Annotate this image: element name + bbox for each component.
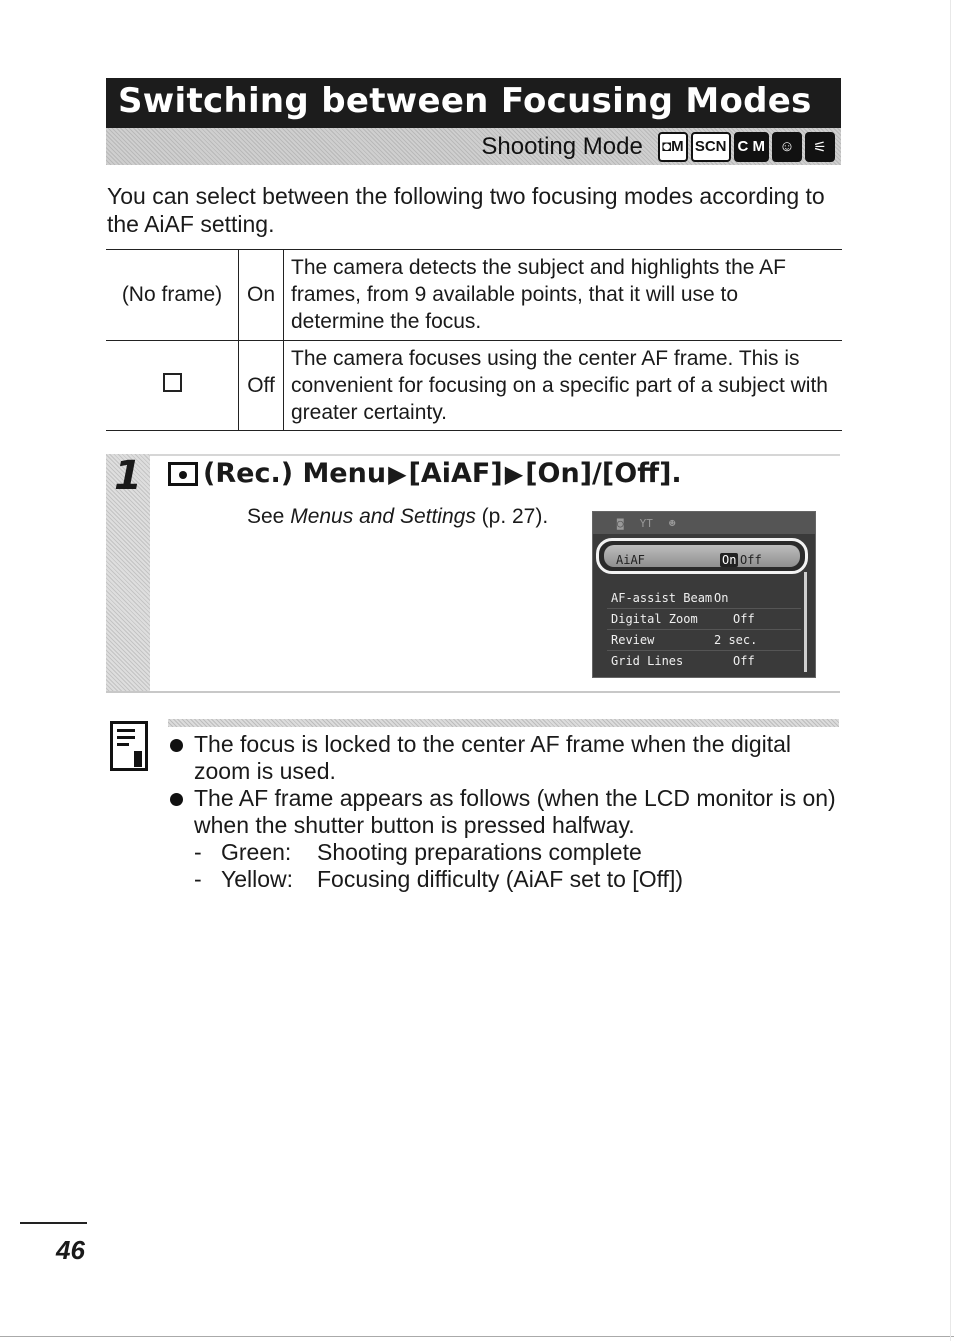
lcd-aiaf-off: Off [740, 553, 762, 567]
camera-m-icon: ◘M [658, 132, 688, 162]
camera-tab-icon: ◙ [617, 516, 624, 530]
tools-tab-icon: ΥT [639, 516, 653, 530]
divider [150, 454, 840, 456]
square-frame-icon [163, 373, 182, 392]
lcd-menu-row [611, 652, 797, 670]
list-item: The focus is locked to the center AF frame when the digital zoom is used. [168, 731, 848, 785]
divider [20, 1222, 87, 1224]
step-menu-text: (Rec.) Menu [203, 458, 387, 489]
lcd-menu-row [611, 589, 797, 607]
memo-icon [110, 721, 148, 771]
shooting-mode-label: Shooting Mode [481, 132, 643, 160]
divider [0, 1336, 954, 1337]
lcd-row-label: AF-assist Beam [611, 591, 713, 605]
dash: - [194, 839, 202, 865]
lcd-aiaf-on: On [722, 553, 737, 567]
page-number: 46 [56, 1235, 85, 1265]
lcd-menu-tabs [593, 512, 815, 534]
aiaf-cell: On [239, 250, 284, 341]
shooting-mode-bar [106, 128, 841, 165]
lcd-row-value: On [714, 591, 729, 605]
page-title: Switching between Focusing Modes [106, 78, 841, 128]
lcd-menu-row [611, 631, 797, 649]
color-meaning: Shooting preparations complete [317, 839, 642, 865]
step-onoff-text: [On]/[Off]. [525, 458, 682, 489]
frame-cell [106, 341, 239, 431]
step-aiaf-text: [AiAF] [408, 458, 503, 489]
scn-icon: SCN [691, 132, 731, 162]
lcd-row-label: Review [611, 633, 655, 647]
list-item: The AF frame appears as follows (when the LCD monitor is on) when the shutter button is pressed halfway. [168, 785, 848, 839]
rec-menu-icon [168, 462, 198, 486]
intro-text: You can select between the following two focusing modes according to the AiAF setting. [107, 183, 825, 237]
lcd-row-label: Grid Lines [611, 654, 684, 668]
lcd-row-value: Off [733, 654, 755, 668]
lcd-row-value: 2 sec. [714, 633, 758, 647]
lcd-row-label: Digital Zoom [611, 612, 698, 626]
lcd-aiaf-selection [596, 538, 808, 574]
divider [607, 608, 801, 609]
note-band [168, 719, 839, 727]
step-number: 1 [114, 453, 142, 499]
divider [950, 0, 951, 1341]
dash: - [194, 866, 202, 892]
face-icon: ☺ [772, 132, 802, 162]
see-suffix: (p. 27). [475, 505, 549, 528]
stitch-assist-icon: ⚟ [805, 132, 835, 162]
color-key: Green: [221, 839, 292, 865]
lcd-menu-screenshot [592, 511, 816, 678]
focus-mode-table [106, 249, 842, 431]
table-row [106, 341, 842, 431]
note-list [168, 731, 848, 893]
lcd-aiaf-label: AiAF [616, 553, 645, 567]
arrow-right-icon: ▶ [388, 459, 407, 488]
color-meaning: Focusing difficulty (AiAF set to [Off]) [317, 866, 684, 892]
see-reference [247, 505, 548, 529]
lcd-aiaf-row [604, 545, 800, 567]
settings-tab-icon: ☻ [668, 516, 676, 530]
list-item [168, 866, 848, 893]
lcd-scrollbar [804, 572, 807, 672]
divider [607, 629, 801, 630]
step-title [168, 458, 682, 489]
description-cell: The camera detects the subject and highlights the AF frames, from 9 available points, that it will use to determine the focus. [284, 250, 843, 341]
see-prefix: See [247, 505, 291, 528]
description-cell: The camera focuses using the center AF frame. This is convenient for focusing on a specific part of a subject with greater certainty. [284, 341, 843, 431]
table-row [106, 250, 842, 341]
list-item [168, 839, 848, 866]
custom-m-icon: C M [734, 132, 770, 162]
arrow-right-icon: ▶ [504, 459, 524, 488]
frame-cell: (No frame) [106, 250, 239, 341]
lcd-row-value: Off [733, 612, 755, 626]
menus-settings-reference: Menus and Settings [290, 505, 476, 528]
divider [607, 650, 801, 651]
color-key: Yellow: [221, 866, 294, 892]
divider [106, 691, 840, 693]
aiaf-cell: Off [239, 341, 284, 431]
lcd-menu-row [611, 610, 797, 628]
